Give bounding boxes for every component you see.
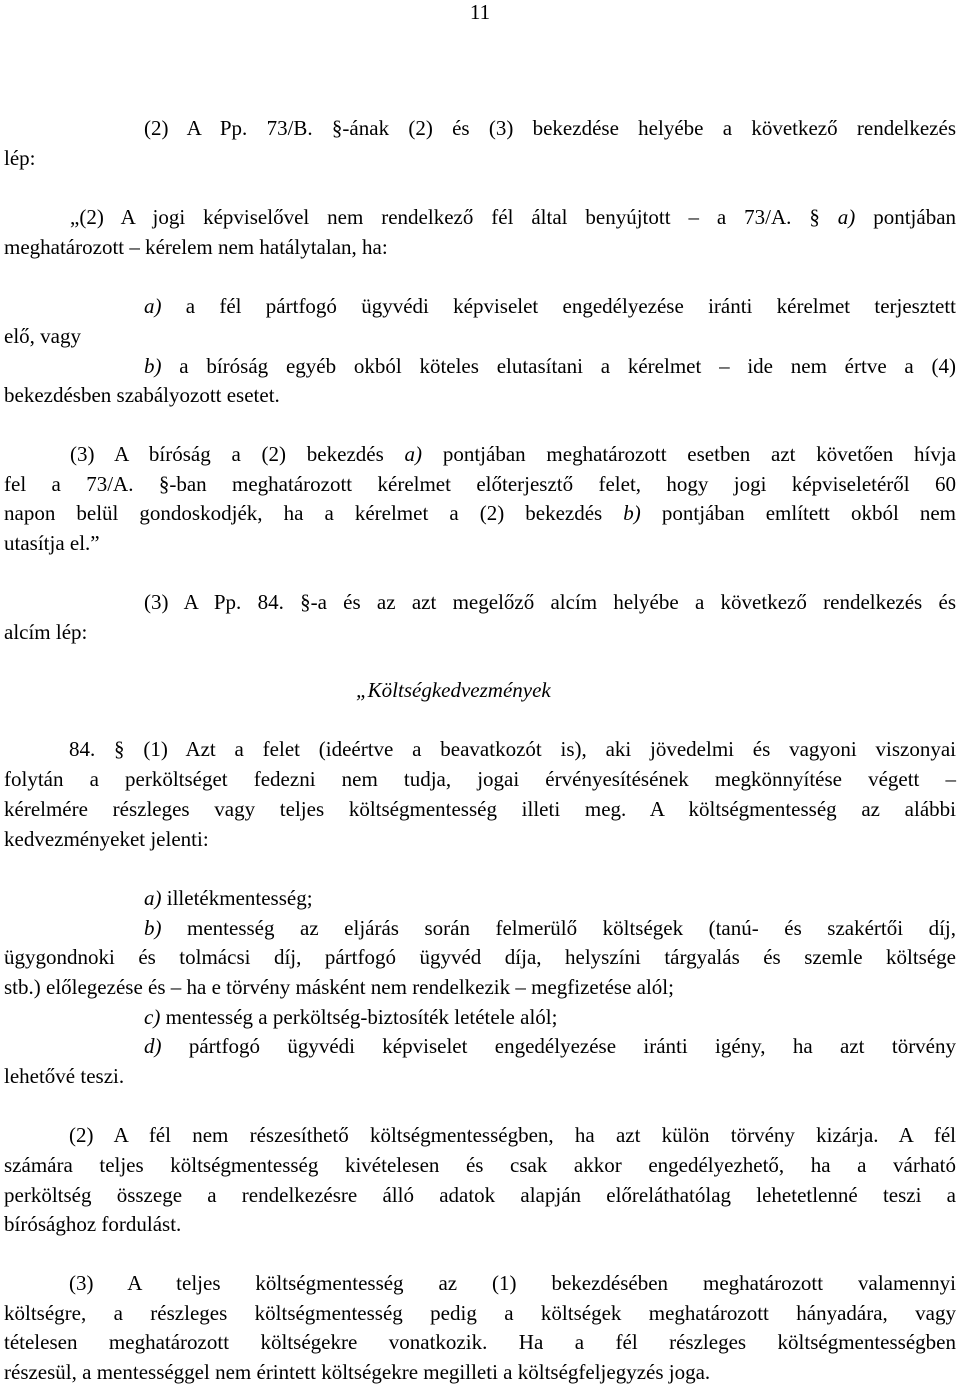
italic-marker: b) — [623, 501, 641, 525]
text-line — [4, 498, 956, 528]
text-line: (2) A Pp. 73/B. §-ának (2) és (3) bekezdése helyébe a következő rendelkezés — [144, 116, 956, 140]
text-span: pártfogó ügyvédi képviselet engedélyezése iránti igény, ha azt törvény — [188, 1034, 957, 1058]
text-line: elő, vagy — [4, 324, 81, 348]
text-span: illetékmentesség; — [166, 886, 313, 910]
list-item — [4, 913, 956, 943]
text-line: (2) A fél nem részesíthető költségmentességben, ha azt külön törvény kizárja. A fél — [69, 1123, 956, 1147]
text-span: a fél pártfogó ügyvédi képviselet engedélyezése iránti kérelmet terjesztett — [185, 294, 957, 318]
text-line: lehetővé teszi. — [4, 1064, 125, 1088]
page-number: 11 — [469, 0, 491, 24]
text-span: a bíróság egyéb okból köteles elutasítani a kérelmet – ide nem értve a (4) — [179, 354, 956, 378]
text-line: (3) A teljes költségmentesség az (1) bekezdésében meghatározott valamennyi — [69, 1271, 956, 1295]
text-span: mentesség az eljárás során felmerülő költségek (tanú- és szakértői díj, — [187, 916, 956, 940]
text-span: napon belül gondoskodjék, ha a kérelmet a (2) bekezdés — [4, 501, 603, 525]
text-line: 84. § (1) Azt a felet (ideértve a beavatkozót is), aki jövedelmi és vagyoni viszonyai — [69, 737, 956, 761]
text-line: kérelmére részleges vagy teljes költségmentesség illeti meg. A költségmentesség az alábbi — [4, 797, 956, 821]
list-item — [4, 1031, 956, 1061]
text-line: alcím lép: — [4, 620, 88, 644]
text-span: (3) A bíróság a (2) bekezdés — [70, 442, 384, 466]
text-line: bekezdésben szabályozott esetet. — [4, 383, 280, 407]
italic-marker: b) — [144, 354, 162, 378]
text-line: meghatározott – kérelem nem hatálytalan, ha: — [4, 235, 388, 259]
text-line: tételesen meghatározott költségekre vonatkozik. Ha a fél részleges költségmentességben — [4, 1330, 956, 1354]
italic-marker: b) — [144, 916, 162, 940]
text-line: költségre, a részleges költségmentesség pedig a költségek meghatározott hányadára, vagy — [4, 1301, 956, 1325]
text-span: pontjában említett okból nem — [661, 501, 956, 525]
italic-marker: a) — [404, 442, 423, 466]
italic-marker: a) — [144, 886, 162, 910]
text-span: mentesség a perköltség-biztosíték letétele alól; — [165, 1005, 558, 1029]
text-line — [4, 291, 956, 321]
text-line: bírósághoz fordulást. — [4, 1212, 182, 1236]
text-span: pontjában meghatározott esetben azt követően hívja — [442, 442, 957, 466]
text-line: fel a 73/A. §-ban meghatározott kérelmet előterjesztő felet, hogy jogi képviseletéről 60 — [4, 472, 956, 496]
list-item — [4, 1002, 956, 1032]
text-line: (3) A Pp. 84. §-a és az azt megelőző alcím helyébe a következő rendelkezés és — [144, 590, 956, 614]
list-item — [4, 883, 956, 913]
italic-marker: a) — [837, 205, 856, 229]
italic-marker: a) — [144, 294, 162, 318]
text-line — [4, 351, 956, 381]
text-line: folytán a perköltséget fedezni nem tudja, jogai érvényesítésének megkönnyítése végett – — [4, 767, 956, 791]
text-line: lép: — [4, 146, 36, 170]
section-heading: „Költségkedvezmények — [356, 678, 551, 702]
text-line: ügygondnoki és tolmácsi díj, pártfogó ügyvéd díja, helyszíni tárgyalás és szemle költsége — [4, 945, 956, 969]
text-line: kedvezményeket jelenti: — [4, 827, 209, 851]
text-line: utasítja el.” — [4, 531, 100, 555]
text-line — [4, 439, 956, 469]
italic-marker: c) — [144, 1005, 161, 1029]
text-line: számára teljes költségmentesség kivételesen és csak akkor engedélyezhető, ha a várható — [4, 1153, 956, 1177]
text-span: pontjában — [873, 205, 957, 229]
text-line: részesül, a mentességgel nem érintett költségekre megilleti a költségfeljegyzés joga. — [4, 1360, 711, 1384]
text-line — [4, 202, 956, 232]
italic-marker: d) — [144, 1034, 162, 1058]
text-line: perköltség összege a rendelkezésre álló adatok alapján előreláthatólag lehetetlenné teszi a — [4, 1183, 956, 1207]
text-span: „(2) A jogi képviselővel nem rendelkező fél által benyújtott – a 73/A. § — [70, 205, 820, 229]
text-line: stb.) előlegezése és – ha e törvény másként nem rendelkezik – megfizetése alól; — [4, 975, 674, 999]
